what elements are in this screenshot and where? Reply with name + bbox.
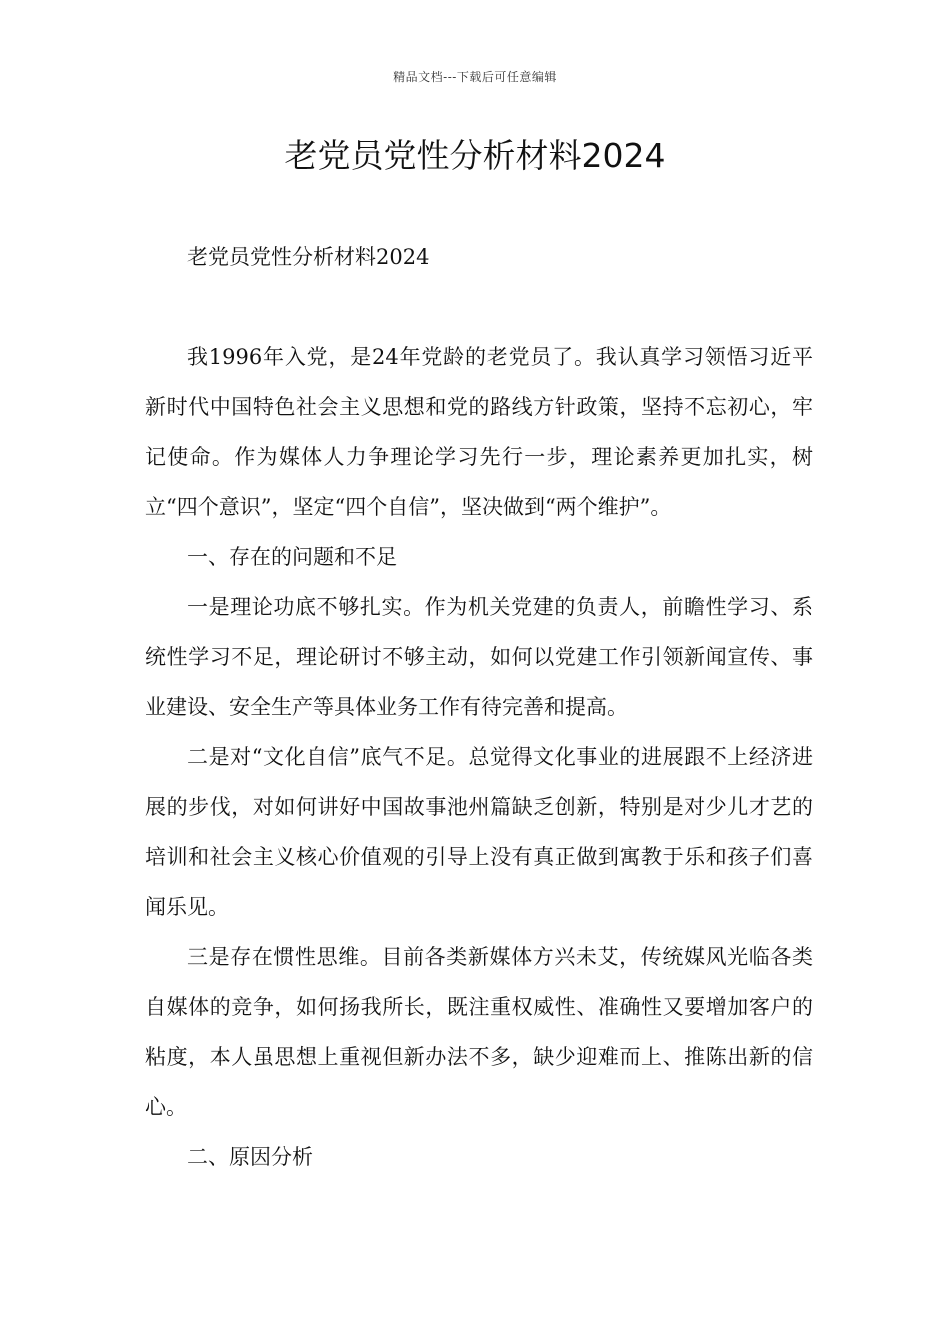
header-note: 精品文档---下载后可任意编辑 bbox=[393, 70, 557, 84]
paragraph-problem-1: 一是理论功底不够扎实。作为机关党建的负责人，前瞻性学习、系统性学习不足，理论研讨不够主动，如何以党建工作引领新闻宣传、事业建设、安全生产等具体业务工作有待完善和提高。 bbox=[145, 595, 813, 719]
paragraph-intro: 我1996年入党，是24年党龄的老党员了。我认真学习领悟习近平新时代中国特色社会主义思想和党的路线方针政策，坚持不忘初心，牢记使命。作为媒体人力争理论学习先行一步，理论素养更加扎实，树立“四个意识”，坚定“四个自信”，坚决做到“两个维护”。 bbox=[145, 345, 813, 519]
document-body bbox=[145, 232, 813, 1182]
paragraph-problem-3: 三是存在惯性思维。目前各类新媒体方兴未艾，传统媒风光临各类自媒体的竞争，如何扬我所长，既注重权威性、准确性又要增加客户的粘度，本人虽思想上重视但新办法不多，缺少迎难而上、推陈出新的信心。 bbox=[145, 945, 813, 1119]
document-title: 老党员党性分析材料2024 bbox=[284, 136, 666, 175]
section-heading-problems: 一、存在的问题和不足 bbox=[187, 545, 397, 569]
section-heading-causes: 二、原因分析 bbox=[187, 1145, 313, 1169]
paragraph-problem-2: 二是对“文化自信”底气不足。总觉得文化事业的进展跟不上经济进展的步伐，对如何讲好中国故事池州篇缺乏创新，特别是对少儿才艺的培训和社会主义核心价值观的引导上没有真正做到寓教于乐和孩子们喜闻乐见。 bbox=[145, 745, 813, 919]
document-subtitle: 老党员党性分析材料2024 bbox=[187, 245, 430, 269]
